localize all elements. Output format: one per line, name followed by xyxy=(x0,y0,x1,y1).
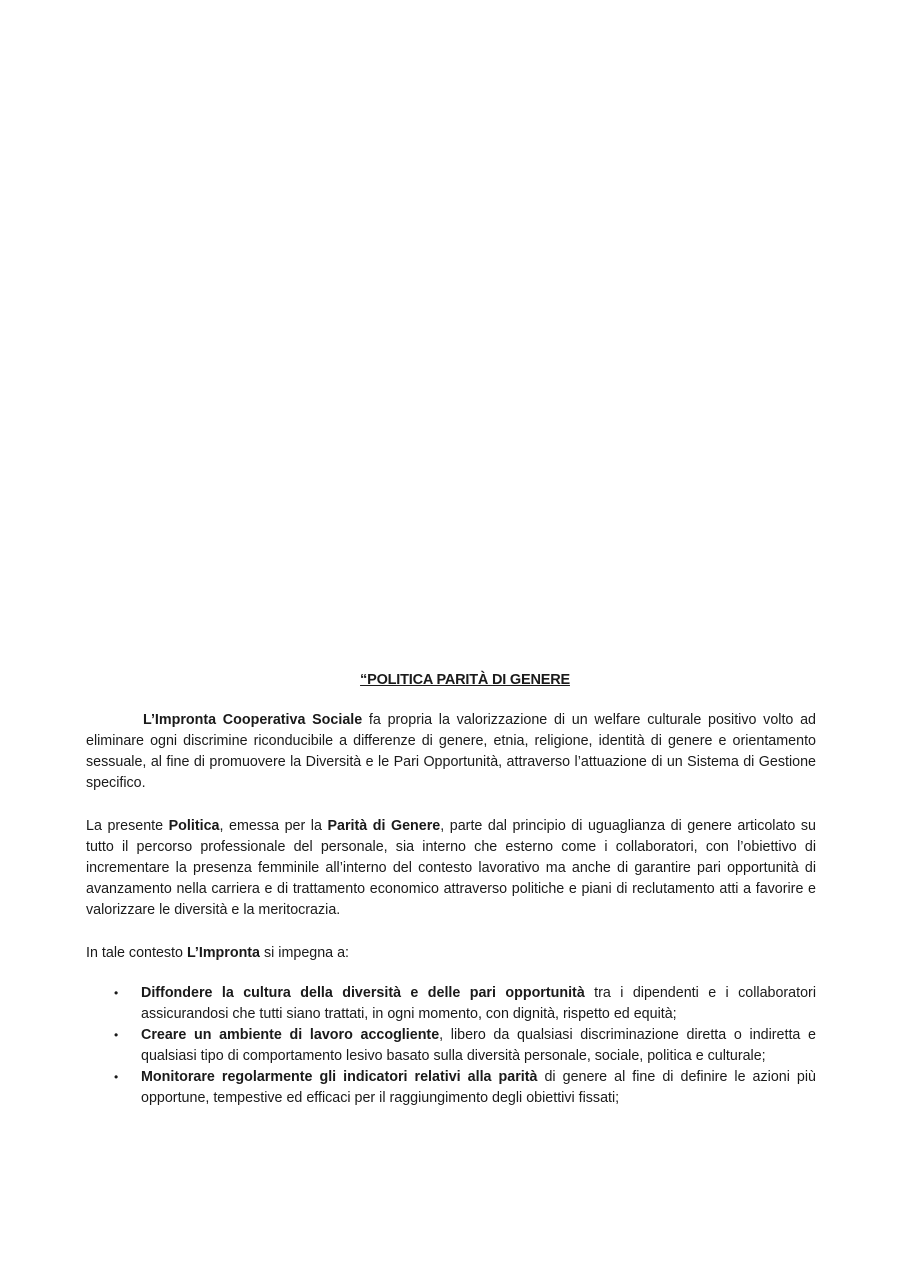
list-item-text: di genere al fine di definire le azioni più opportune, tempestive ed efficaci per il raggiungimento degli obiettivi fissati; xyxy=(141,1069,816,1106)
list-item-bold: Creare un ambiente di lavoro accogliente xyxy=(141,1027,440,1043)
commitments-list xyxy=(86,983,816,1109)
document-title: “POLITICA PARITÀ DI GENERE xyxy=(360,672,570,688)
list-item xyxy=(86,1067,816,1109)
list-item xyxy=(86,1025,816,1067)
policy-bold-1: Politica xyxy=(168,818,220,834)
bullet-icon: • xyxy=(114,986,119,1000)
commitment-intro-text-1: In tale contesto xyxy=(86,945,187,961)
policy-paragraph xyxy=(86,816,816,921)
list-item-text: , libero da qualsiasi discriminazione diretta o indiretta e qualsiasi tipo di comportamento lesivo basato sulla diversità personale, sociale, politica e culturale; xyxy=(141,1027,817,1064)
document-body xyxy=(86,670,816,1109)
list-item-bold: Diffondere la cultura della diversità e delle pari opportunità xyxy=(141,985,585,1001)
policy-bold-2: Parità di Genere xyxy=(327,818,441,834)
bullet-icon: • xyxy=(114,1070,119,1084)
policy-text-3: , parte dal principio di uguaglianza di genere articolato su tutto il percorso professionale del personale, sia interno che esterno come i collaboratori, con l’obiettivo di incrementare la presenza femminile all’interno del contesto lavorativo ma anche di garantire pari opportunità di avanzamento nella carriera e di trattamento economico attraverso politiche e piani di reclutamento atti a favorire e valorizzare le diversità e la meritocrazia. xyxy=(86,818,816,918)
list-item xyxy=(86,983,816,1025)
policy-text-1: La presente xyxy=(86,818,169,834)
intro-bold-lead: L’Impronta Cooperativa Sociale xyxy=(143,712,363,728)
intro-paragraph xyxy=(86,710,816,794)
commitment-intro-paragraph xyxy=(86,943,816,964)
bullet-icon: • xyxy=(114,1028,119,1042)
policy-text-2: , emessa per la xyxy=(219,818,328,834)
intro-text: fa propria la valorizzazione di un welfare culturale positivo volto ad eliminare ogni discrimine riconducibile a differenze di genere, etnia, religione, identità di genere e orientamento sessuale, al fine di promuovere la Diversità e le Pari Opportunità, attraverso l’attuazione di un Sistema di Gestione specifico. xyxy=(86,712,817,791)
commitment-intro-text-2: si impegna a: xyxy=(260,945,350,961)
list-item-bold: Monitorare regolarmente gli indicatori relativi alla parità xyxy=(141,1069,538,1085)
list-item-text: tra i dipendenti e i collaboratori assicurandosi che tutti siano trattati, in ogni momento, con dignità, rispetto ed equità; xyxy=(141,985,816,1022)
commitment-intro-bold: L’Impronta xyxy=(186,945,261,961)
